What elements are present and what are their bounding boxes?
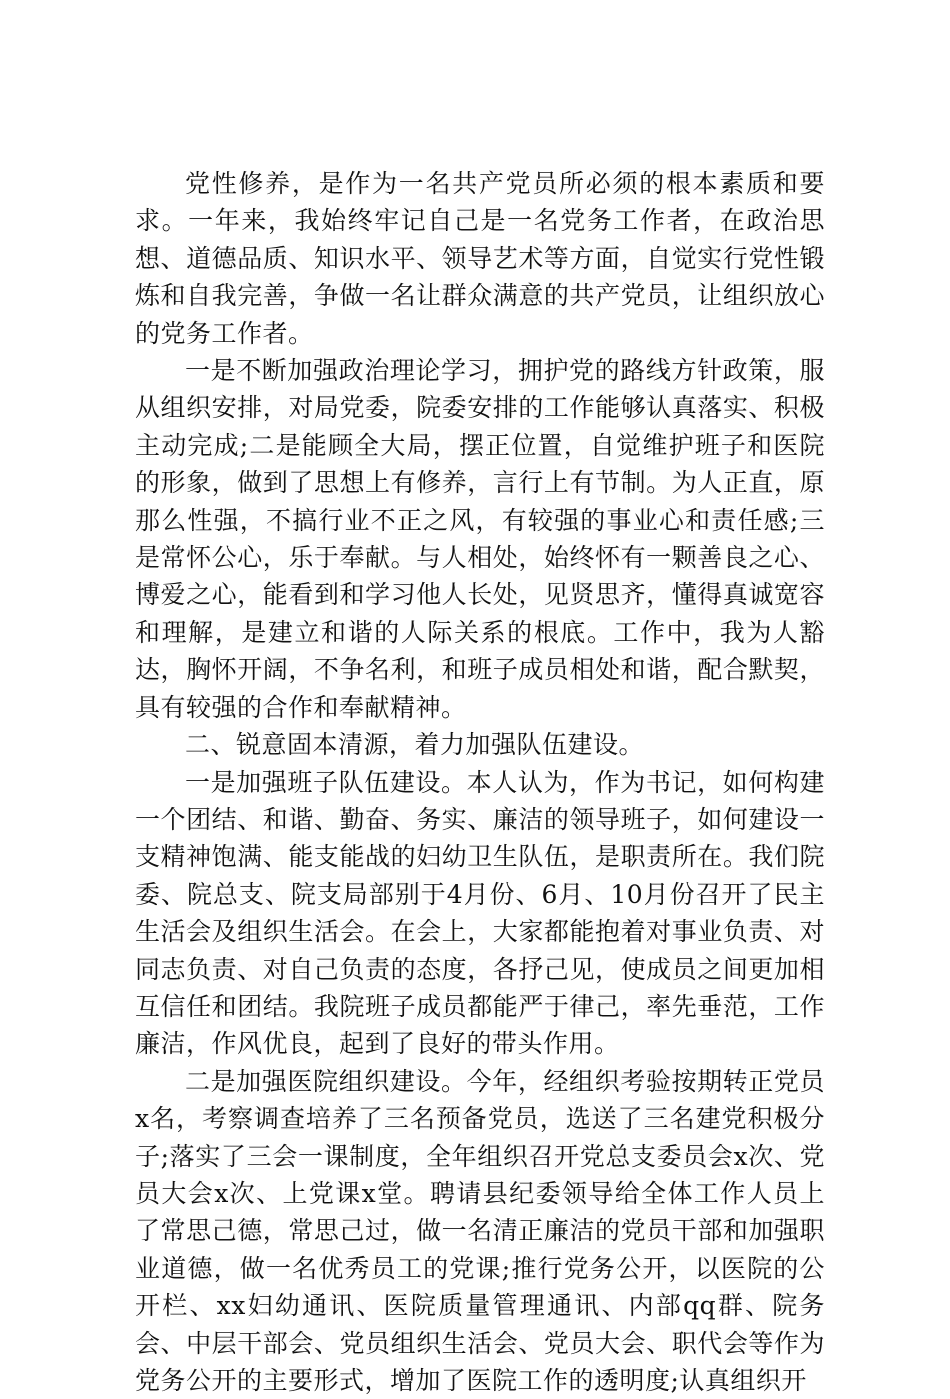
document-body <box>135 165 825 1399</box>
paragraph-leadership-team: 一是加强班子队伍建设。本人认为，作为书记，如何构建一个团结、和谐、勤奋、务实、廉洁的领导班子，如何建设一支精神饱满、能支能战的妇幼卫生队伍，是职责所在。我们院委、院总支、院支局部别于4月份、6月、10月份召开了民主生活会及组织生活会。在会上，大家都能抱着对事业负责、对同志负责、对自己负责的态度，各抒己见，使成员之间更加相互信任和团结。我院班子成员都能严于律己，率先垂范，工作廉洁，作风优良，起到了良好的带头作用。 <box>135 767 825 1059</box>
paragraph-organization-building: 二是加强医院组织建设。今年，经组织考验按期转正党员x名，考察调查培养了三名预备党员，选送了三名建党积极分子;落实了三会一课制度，全年组织召开党总支委员会x次、党员大会x次、上党课x堂。聘请县纪委领导给全体工作人员上了常思己德，常思己过，做一名清正廉洁的党员干部和加强职业道德，做一名优秀员工的党课;推行党务公开，以医院的公开栏、xx妇幼通讯、医院质量管理通讯、内部qq群、院务会、中层干部会、党员组织生活会、党员大会、职代会等作为党务公开的主要形式，增加了医院工作的透明度;认真组织开 <box>135 1066 825 1395</box>
section-heading-team-building: 二、锐意固本清源，着力加强队伍建设。 <box>185 730 645 760</box>
paragraph-political-study: 一是不断加强政治理论学习，拥护党的路线方针政策，服从组织安排，对局党委，院委安排的工作能够认真落实、积极主动完成;二是能顾全大局，摆正位置，自觉维护班子和医院的形象，做到了思想上有修养，言行上有节制。为人正直，原那么性强，不搞行业不正之风，有较强的事业心和责任感;三是常怀公心，乐于奉献。与人相处，始终怀有一颗善良之心、博爱之心，能看到和学习他人长处，见贤思齐，懂得真诚宽容和理解，是建立和谐的人际关系的根底。工作中，我为人豁达，胸怀开阔，不争名利，和班子成员相处和谐，配合默契，具有较强的合作和奉献精神。 <box>135 356 825 722</box>
paragraph-party-cultivation: 党性修养，是作为一名共产党员所必须的根本素质和要求。一年来，我始终牢记自己是一名党务工作者，在政治思想、道德品质、知识水平、领导艺术等方面，自觉实行党性锻炼和自我完善，争做一名让群众满意的共产党员，让组织放心的党务工作者。 <box>135 169 825 348</box>
